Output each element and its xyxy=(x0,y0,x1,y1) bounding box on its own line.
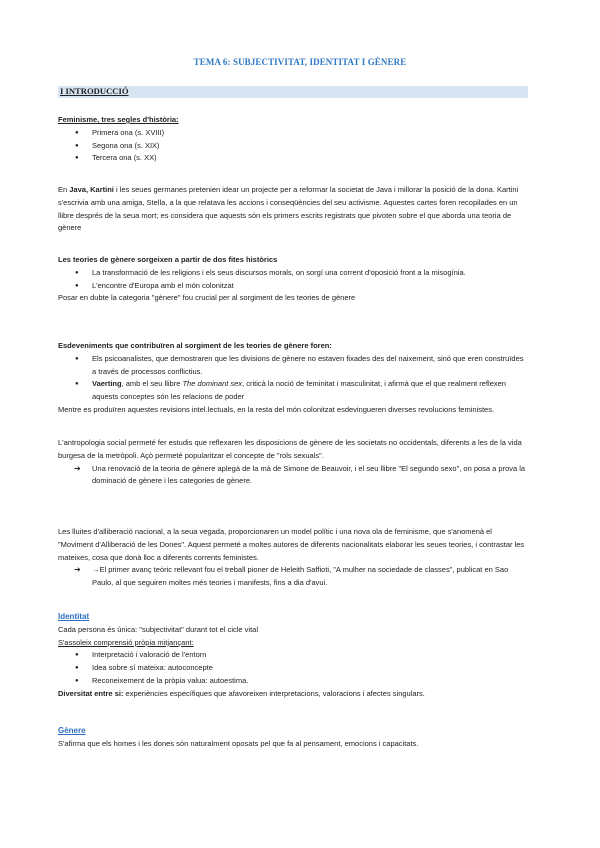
anthropology-text: L'antropologia social permeté fer estudis que reflexaren les disposicions de gènere de les societats no occidentals, diferents a les de la vida burgesa de la metròpoli. Açò permeté popularitzar el concepte de "rols sexuals". xyxy=(58,438,522,460)
identity-block xyxy=(58,611,528,701)
gender-heading: Gènere xyxy=(58,726,86,735)
list-item: ● Idea sobre sí mateixa: autoconcepte xyxy=(58,662,528,675)
liberation-block xyxy=(58,526,528,590)
events-after: Mentre es produïren aquestes revisions intel.lectuals, en la resta del món colonitzat esdevingueren diverses revolucions feministes. xyxy=(58,404,495,414)
list-item: ● Els psicoanalistes, que demostraren que les divisions de gènere no estaven fixades des del naixement, sinó que eren construïdes a través de processos conflictius. xyxy=(58,353,528,379)
java-paragraph xyxy=(58,184,528,235)
liberation-text: Les lluites d'alliberació nacional, a la seua vegada, proporcionaren un model polític i una nova ola de feminisme, que s'anomenà el "Moviment d'Alliberació de les Dones". Aquest permeté a moltes autores de diferents nacionalitats elaborar les seues teories, i contrastar les mateixes, cosa que donà lloc a diferents corrents feministes. xyxy=(58,527,525,562)
feminism-block xyxy=(58,114,528,165)
gender-text: S'afirma que els homes i les dones són naturalment oposats pel que fa al pensament, emocions i capacitats. xyxy=(58,738,419,748)
identity-heading: Identitat xyxy=(58,612,90,621)
arrow-item: ➔ Una renovació de la teoria de gènere aplegà de la mà de Simone de Beauvoir, i el seu llibre "El segundo sexo", on posa a prova la dominació de gènere i les categories de gènere. xyxy=(58,463,528,489)
theories-heading: Les teories de gènere sorgeixen a partir de dos fites històrics xyxy=(58,255,278,264)
anthropology-arrow-list xyxy=(58,463,528,489)
events-list xyxy=(58,353,528,404)
liberation-arrow-list xyxy=(58,564,528,590)
java-bold: Java, Kartini xyxy=(69,185,114,194)
events-block xyxy=(58,340,528,417)
document-title: TEMA 6: SUBJECTIVITAT, IDENTITAT I GÈNERE xyxy=(193,57,407,67)
list-item: ● Segona ona (s. XIX) xyxy=(58,140,528,153)
identity-line1: Cada persona és única: "subjectivitat" durant tot el cicle vital xyxy=(58,624,259,634)
vaerting-pre: , amb el seu llibre xyxy=(121,379,183,389)
list-item: ● Primera ona (s. XVIII) xyxy=(58,127,528,140)
feminism-list xyxy=(58,127,528,165)
anthropology-block xyxy=(58,437,528,488)
list-item xyxy=(58,378,528,404)
theories-block xyxy=(58,254,528,305)
java-pre: En xyxy=(58,185,70,194)
theories-list xyxy=(58,267,528,293)
gender-block xyxy=(58,725,528,751)
diversity-bold: Diversitat entre si: xyxy=(58,688,124,698)
list-item: ● Reconeixement de la pròpia valua: autoestima. xyxy=(58,675,528,688)
diversity-text: experiències específiques que afavoreixen interpretacions, valoracions i afectes singulars. xyxy=(123,688,425,698)
events-heading: Esdeveniments que contribuïren al sorgiment de les teories de gènere foren: xyxy=(58,341,332,350)
vaerting-book: The dominant sex xyxy=(182,379,243,389)
vaerting-rest: , criticà la noció de feminitat i masculinitat, i afirmà que el que realment reflexen aquests conceptes són les relacions de poder xyxy=(92,379,506,402)
section-header-bar xyxy=(58,86,528,98)
theories-after: Posar en dubte la categoria "gènere" fou crucial per al sorgiment de les teories de gènere xyxy=(58,293,356,303)
list-item: ● La transformació de les religions i els seus discursos morals, on sorgí una corrent d'oposició front a la misogínia. xyxy=(58,267,528,280)
arrow-item: ➔ →El primer avanç teòric rellevant fou el treball pioner de Heleith Saffioti, "A mulher na sociedade de classes", publicat en Sao Paulo, al que seguiren moltes més teories i manifests, fins a dia d'avui. xyxy=(58,564,528,590)
identity-list xyxy=(58,649,528,687)
feminism-heading: Feminisme, tres segles d'història: xyxy=(58,115,179,124)
list-item: ● Interpretació i valoració de l'entorn xyxy=(58,649,528,662)
section-heading: I INTRODUCCIÓ xyxy=(60,86,129,96)
list-item: ● Tercera ona (s. XX) xyxy=(58,152,528,165)
vaerting-name: Vaerting xyxy=(92,379,122,389)
identity-line2: S'assoleix comprensió pròpia mitjançant: xyxy=(58,637,194,647)
java-text: i les seues germanes pretenien idear un projecte per a reformar la societat de Java i millorar la posició de la dona. Kartini s'escrivia amb una amiga, Stella, a la que relatava les accions i conseqüències del seu activisme. Aquestes cartes foren recopilades en un llibre després de la seua mort; es considera que aquests són els primers escrits registrats que pivoten sobre el que aborda una teoria de gènere xyxy=(58,185,519,233)
list-item: ● L'encontre d'Europa amb el món colonitzat xyxy=(58,280,528,293)
